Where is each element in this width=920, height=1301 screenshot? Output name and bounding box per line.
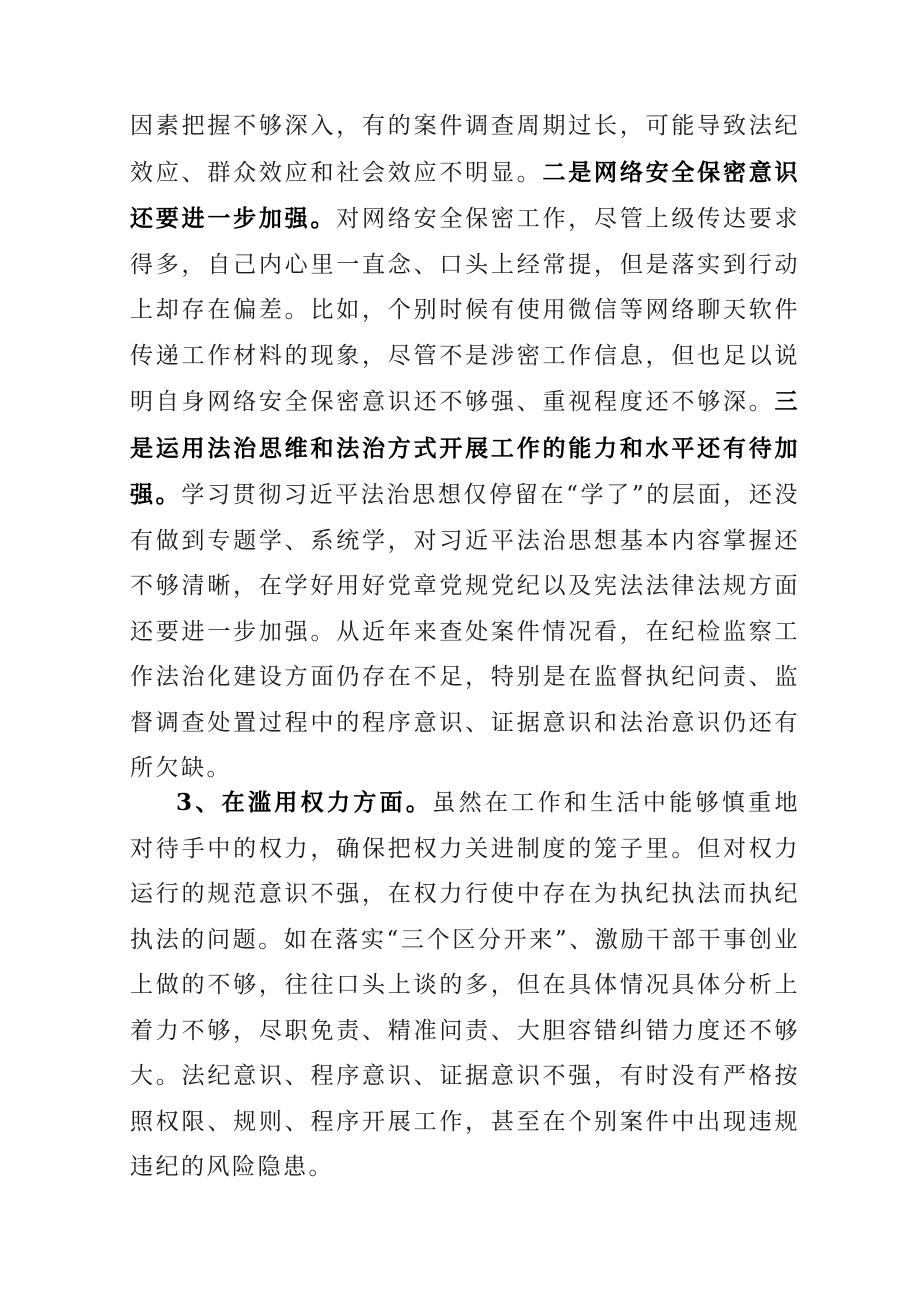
- paragraph-1-heading-2: 二是网络安全保密意识还要进一步加强。: [130, 158, 801, 232]
- paragraph-1-heading-3: 三是运用法治思维和法治方式开展工作的能力和水平还有待加强。: [130, 388, 800, 508]
- paragraph-2-text: 虽然在工作和生活中能够慎重地对待手中的权力，确保把权力关进制度的笼子里。但对权力运行的规范意识不强，在权力行使中存在为执纪执法而执纪执法的问题。如在落实“三个区分开来”、激励干部干事创业上做的不够，往往口头上谈的多，但在具体情况具体分析上着力不够，尽职免责、精准问责、大胆容错纠错力度还不够大。法纪意识、程序意识、证据意识不强，有时没有严格按照权限、规则、程序开展工作，甚至在个别案件中出现违规违纪的风险隐患。: [130, 790, 800, 1180]
- paragraph-1-text-3: 学习贯彻习近平法治思想仅停留在“学了”的层面，还没有做到专题学、系统学，对习近平法治思想基本内容掌握还不够清晰，在学好用好党章党规党纪以及宪法法律法规方面还要进一步加强。从近年来查处案件情况看，在纪检监察工作法治化建设方面仍存在不足，特别是在监督执纪问责、监督调查处置过程中的程序意识、证据意识和法治意识仍还有所欠缺。: [130, 482, 800, 781]
- paragraph-2-heading: 3、在滥用权力方面。: [176, 789, 433, 816]
- paragraph-1-text-1: 因素把握不够深入，有的案件调查周期过长，可能导致法纪效应、群众效应和社会效应不明显。: [130, 113, 800, 186]
- paragraph-1: [130, 104, 800, 792]
- paragraph-2: [130, 780, 800, 1191]
- paragraph-1-text-2: 对网络安全保密工作，尽管上级传达要求得多，自己内心里一直念、口头上经常提，但是落实到行动上却存在偏差。比如，个别时候有使用微信等网络聊天软件传递工作材料的现象，尽管不是涉密工作信息，但也足以说明自身网络安全保密意识还不够强、重视程度还不够深。: [130, 206, 801, 415]
